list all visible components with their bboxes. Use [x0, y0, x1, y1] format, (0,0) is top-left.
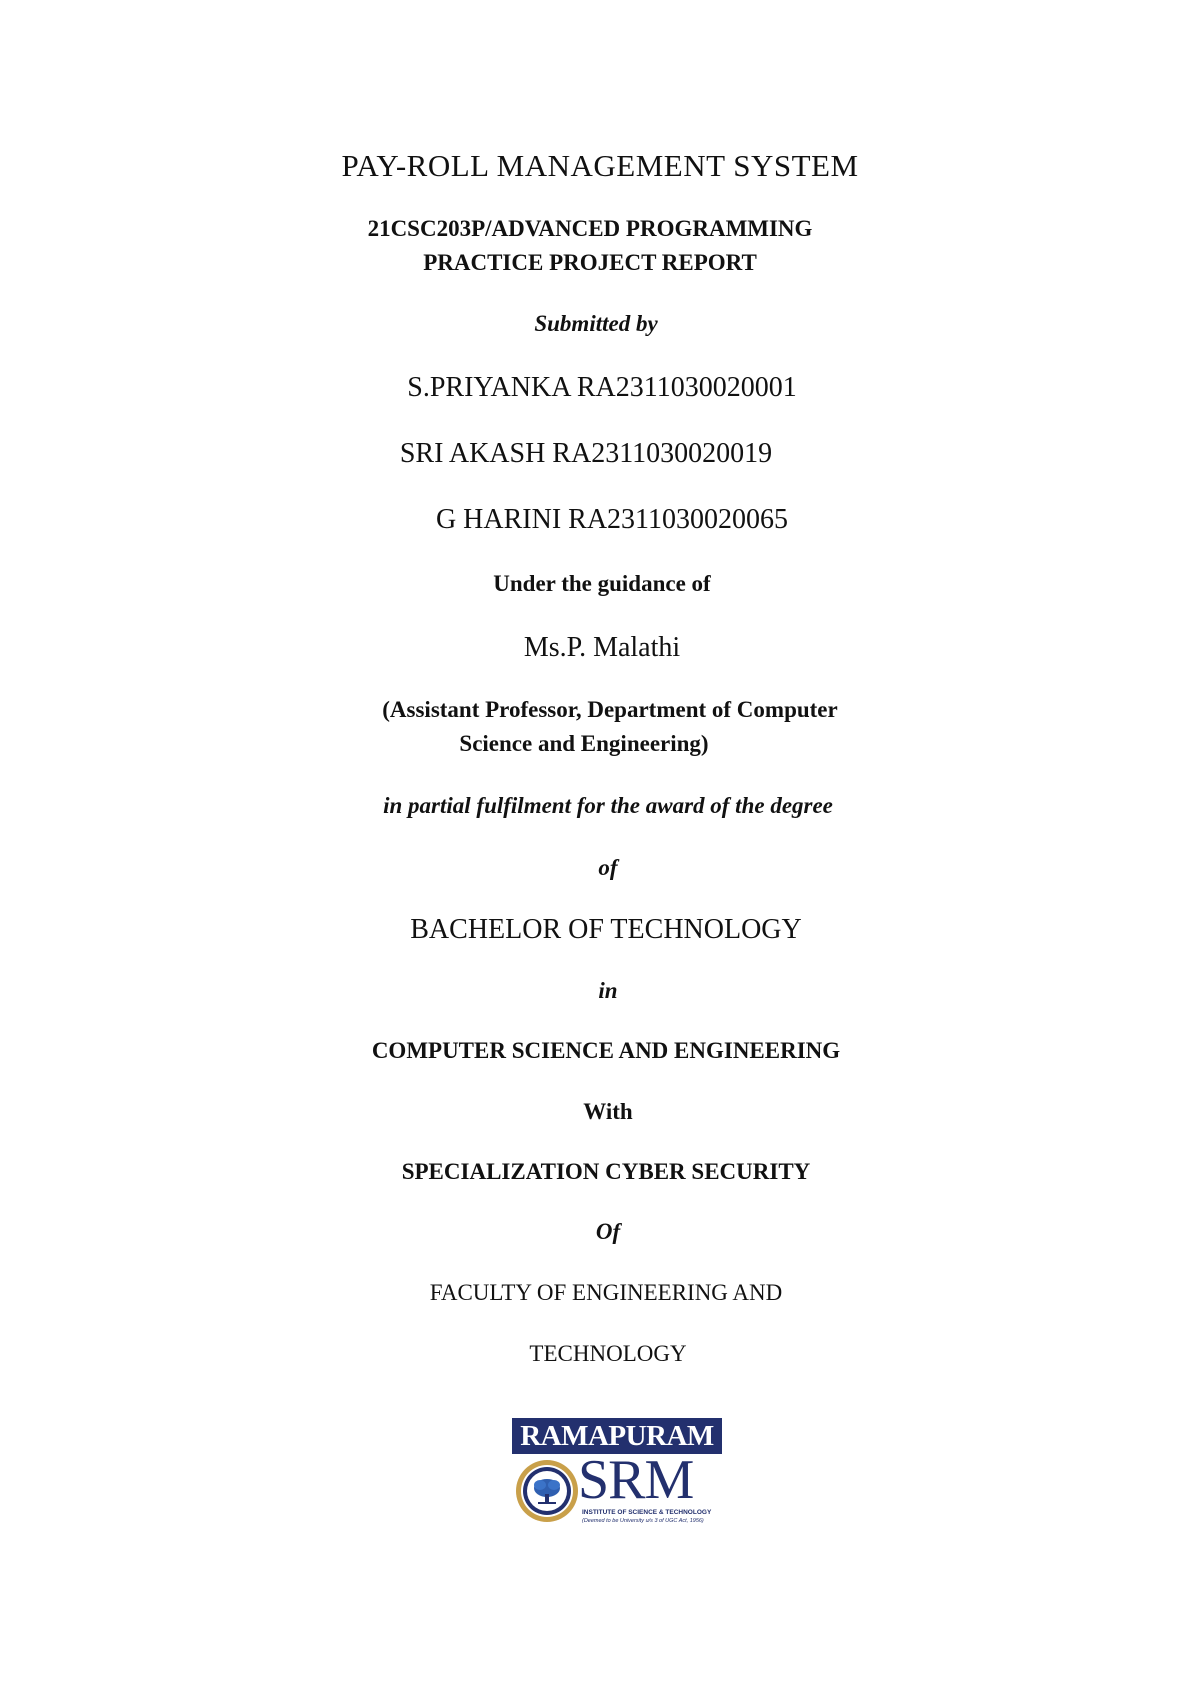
guidance-label: Under the guidance of — [493, 571, 711, 596]
in-text: in — [598, 978, 618, 1003]
srm-logo — [512, 1418, 722, 1528]
degree-name: BACHELOR OF TECHNOLOGY — [410, 914, 802, 945]
with-text: With — [583, 1099, 633, 1124]
guide-name: Ms.P. Malathi — [523, 632, 681, 663]
guide-role-line-1: (Assistant Professor, Department of Computer — [382, 697, 838, 722]
course-line-1: 21CSC203P/ADVANCED PROGRAMMING — [367, 216, 813, 241]
guide-role-line-2: Science and Engineering) — [459, 731, 709, 756]
logo-banner: RAMAPURAM — [512, 1418, 722, 1454]
report-title: PAY-ROLL MANAGEMENT SYSTEM — [341, 148, 859, 183]
faculty-line-2: TECHNOLOGY — [529, 1341, 687, 1366]
student-2: SRI AKASH RA2311030020019 — [399, 438, 773, 469]
specialization: SPECIALIZATION CYBER SECURITY — [401, 1159, 811, 1184]
university-seal-icon — [514, 1458, 580, 1524]
branch-name: COMPUTER SCIENCE AND ENGINEERING — [371, 1038, 841, 1063]
of-text-2: Of — [595, 1219, 621, 1244]
of-text-1: of — [598, 855, 618, 880]
student-1: S.PRIYANKA RA2311030020001 — [407, 372, 797, 403]
logo-tagline-2: (Deemed to be University u/s 3 of UGC Act, 1956) — [582, 1518, 704, 1524]
course-line-2: PRACTICE PROJECT REPORT — [423, 250, 757, 275]
fulfilment-text: in partial fulfilment for the award of the degree — [383, 793, 833, 818]
student-3: G HARINI RA2311030020065 — [435, 504, 789, 535]
logo-tagline-1: INSTITUTE OF SCIENCE & TECHNOLOGY — [582, 1509, 712, 1516]
logo-brand: SRM — [578, 1449, 694, 1511]
submitted-by-label: Submitted by — [534, 311, 658, 336]
faculty-line-1: FACULTY OF ENGINEERING AND — [429, 1280, 783, 1305]
